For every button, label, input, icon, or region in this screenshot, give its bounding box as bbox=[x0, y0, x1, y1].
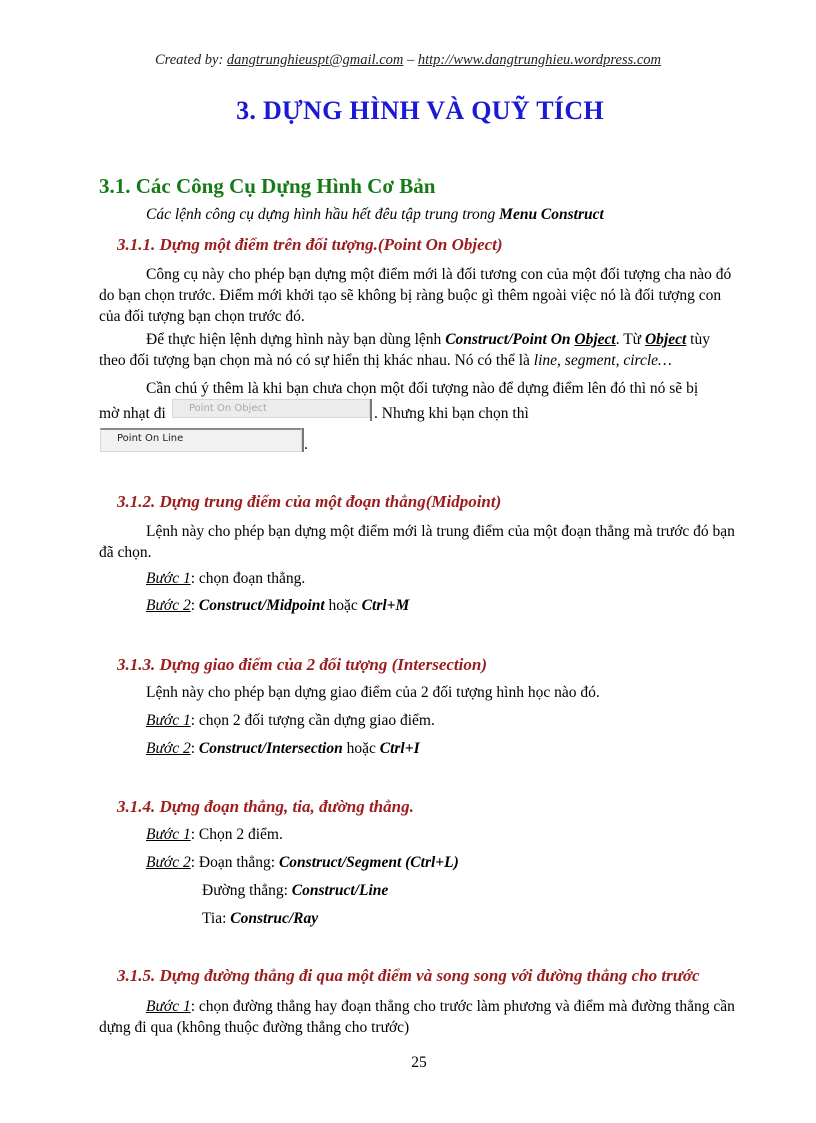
s3-step1-text: : chọn 2 đối tượng cần dựng giao điểm. bbox=[190, 712, 435, 729]
s4-line-label: Đường thẳng: bbox=[202, 882, 292, 899]
p2-text2: . Từ bbox=[615, 331, 645, 348]
s2-step1-text: : chọn đoạn thẳng. bbox=[190, 570, 306, 587]
s4-step-2 bbox=[146, 854, 459, 872]
s2-step-1 bbox=[146, 570, 305, 588]
s5-step1-label: Bước 1 bbox=[146, 998, 191, 1015]
section-heading: 3.1. Các Công Cụ Dựng Hình Cơ Bản bbox=[99, 174, 436, 198]
s4-step-1 bbox=[146, 826, 283, 844]
header-separator: – bbox=[403, 52, 418, 68]
paragraph-s2-p1: Lệnh này cho phép bạn dựng một điểm mới là trung điểm của một đoạn thẳng mà trước đó bạn đã chọn. bbox=[99, 523, 735, 561]
subsection-heading-4: 3.1.4. Dựng đoạn thẳng, tia, đường thẳng. bbox=[117, 797, 414, 816]
s2-step2-sep: : bbox=[190, 597, 199, 614]
paragraph-s3-p1: Lệnh này cho phép bạn dựng giao điểm của 2 đối tượng hình học nào đó. bbox=[146, 684, 600, 701]
s2-step1-label: Bước 1 bbox=[146, 570, 191, 587]
subsection-heading-2: 3.1.2. Dựng trung điểm của một đoạn thẳng(Midpoint) bbox=[117, 492, 502, 511]
paragraph-s1-p2-line2 bbox=[99, 352, 672, 370]
s3-step2-or: hoặc bbox=[342, 740, 380, 757]
s3-step2-key: Ctrl+I bbox=[379, 740, 420, 757]
section-intro bbox=[146, 206, 604, 224]
s2-step2-or: hoặc bbox=[324, 597, 362, 614]
p2-text4: theo đối tượng bạn chọn mà nó có sự hiển thị khác nhau. Nó có thể là bbox=[99, 352, 534, 369]
p3-text-before: mờ nhạt đi bbox=[99, 405, 166, 422]
subsection-heading-3: 3.1.3. Dựng giao điểm của 2 đối tượng (Intersection) bbox=[117, 655, 487, 674]
page-header bbox=[0, 52, 816, 69]
s4-step1-label: Bước 1 bbox=[146, 826, 191, 843]
menu-item-point-on-object-disabled: Point On Object bbox=[172, 399, 370, 418]
s3-step-1 bbox=[146, 712, 435, 730]
s4-ray-cmd: Construc/Ray bbox=[230, 910, 319, 927]
header-email-link[interactable]: dangtrunghieuspt@gmail.com bbox=[226, 52, 404, 68]
paragraph-s1-p3-line1: Cần chú ý thêm là khi bạn chưa chọn một đối tượng nào để dựng điểm lên đó thì nó sẽ bị bbox=[146, 380, 699, 397]
p2-object: Object bbox=[574, 331, 616, 348]
subsection-heading-5: 3.1.5. Dựng đường thẳng đi qua một điểm và song song với đường thẳng cho trước bbox=[117, 966, 700, 985]
p2-object2: Object bbox=[644, 331, 687, 348]
s4-step2-label: Bước 2 bbox=[146, 854, 191, 871]
s4-line bbox=[202, 882, 388, 900]
header-url-link[interactable]: http://www.dangtrunghieu.wordpress.com bbox=[417, 52, 662, 68]
s4-step2-text: : Đoạn thẳng: bbox=[190, 854, 279, 871]
subsection-heading-1: 3.1.1. Dựng một điểm trên đối tượng.(Point On Object) bbox=[117, 235, 503, 254]
p2-text3: tùy bbox=[686, 331, 710, 348]
paragraph-s1-p2-line1 bbox=[146, 331, 710, 349]
s4-line-cmd: Construct/Line bbox=[291, 882, 389, 899]
s3-step1-label: Bước 1 bbox=[146, 712, 191, 729]
s4-step2-cmd: Construct/Segment (Ctrl+L) bbox=[278, 854, 459, 871]
s3-step2-sep: : bbox=[190, 740, 199, 757]
page-number: 25 bbox=[411, 1054, 427, 1071]
s5-step1-text: : chọn đường thẳng hay đoạn thẳng cho trước làm phương và điểm mà đường thẳng cần dựng đi qua (không thuộc đường thẳng cho trước) bbox=[99, 998, 735, 1036]
s3-step2-label: Bước 2 bbox=[146, 740, 191, 757]
s3-step2-cmd: Construct/Intersection bbox=[198, 740, 343, 757]
p3-text-after: . Nhưng khi bạn chọn thì bbox=[374, 405, 529, 422]
p2-cmd: Construct/Point On bbox=[445, 331, 575, 348]
s5-step-1 bbox=[99, 996, 739, 1038]
menu-item-point-on-line-enabled: Point On Line bbox=[100, 428, 302, 452]
s2-step2-label: Bước 2 bbox=[146, 597, 191, 614]
s4-ray-label: Tia: bbox=[202, 910, 231, 927]
s4-step1-text: : Chọn 2 điểm. bbox=[190, 826, 283, 843]
section-intro-text: Các lệnh công cụ dựng hình hầu hết đêu tập trung trong bbox=[146, 206, 500, 223]
paragraph-s1-p1: Công cụ này cho phép bạn dựng một điểm mới là đối tương con của một đối tượng cha nào đó do bạn chọn trước. Điểm mới khởi tạo sẽ không bị ràng buộc gì thêm ngoài việc nó là đối tượng con của đối tượng bạn chọn trước đó. bbox=[99, 266, 732, 325]
section-intro-menu: Menu Construct bbox=[499, 206, 604, 223]
p2-text: Để thực hiện lệnh dựng hình này bạn dùng lệnh bbox=[146, 331, 446, 348]
chapter-title: 3. DỰNG HÌNH VÀ QUỸ TÍCH bbox=[236, 96, 604, 125]
s2-step2-cmd: Construct/Midpoint bbox=[198, 597, 325, 614]
s2-step2-key: Ctrl+M bbox=[361, 597, 410, 614]
menu-edge-marker bbox=[370, 399, 372, 421]
s4-ray bbox=[202, 910, 318, 928]
s3-step-2 bbox=[146, 740, 420, 758]
menu-trailing-dot: . bbox=[304, 436, 308, 453]
p2-examples: line, segment, circle… bbox=[533, 352, 672, 369]
header-prefix: Created by: bbox=[154, 52, 227, 68]
s2-step-2 bbox=[146, 597, 409, 615]
